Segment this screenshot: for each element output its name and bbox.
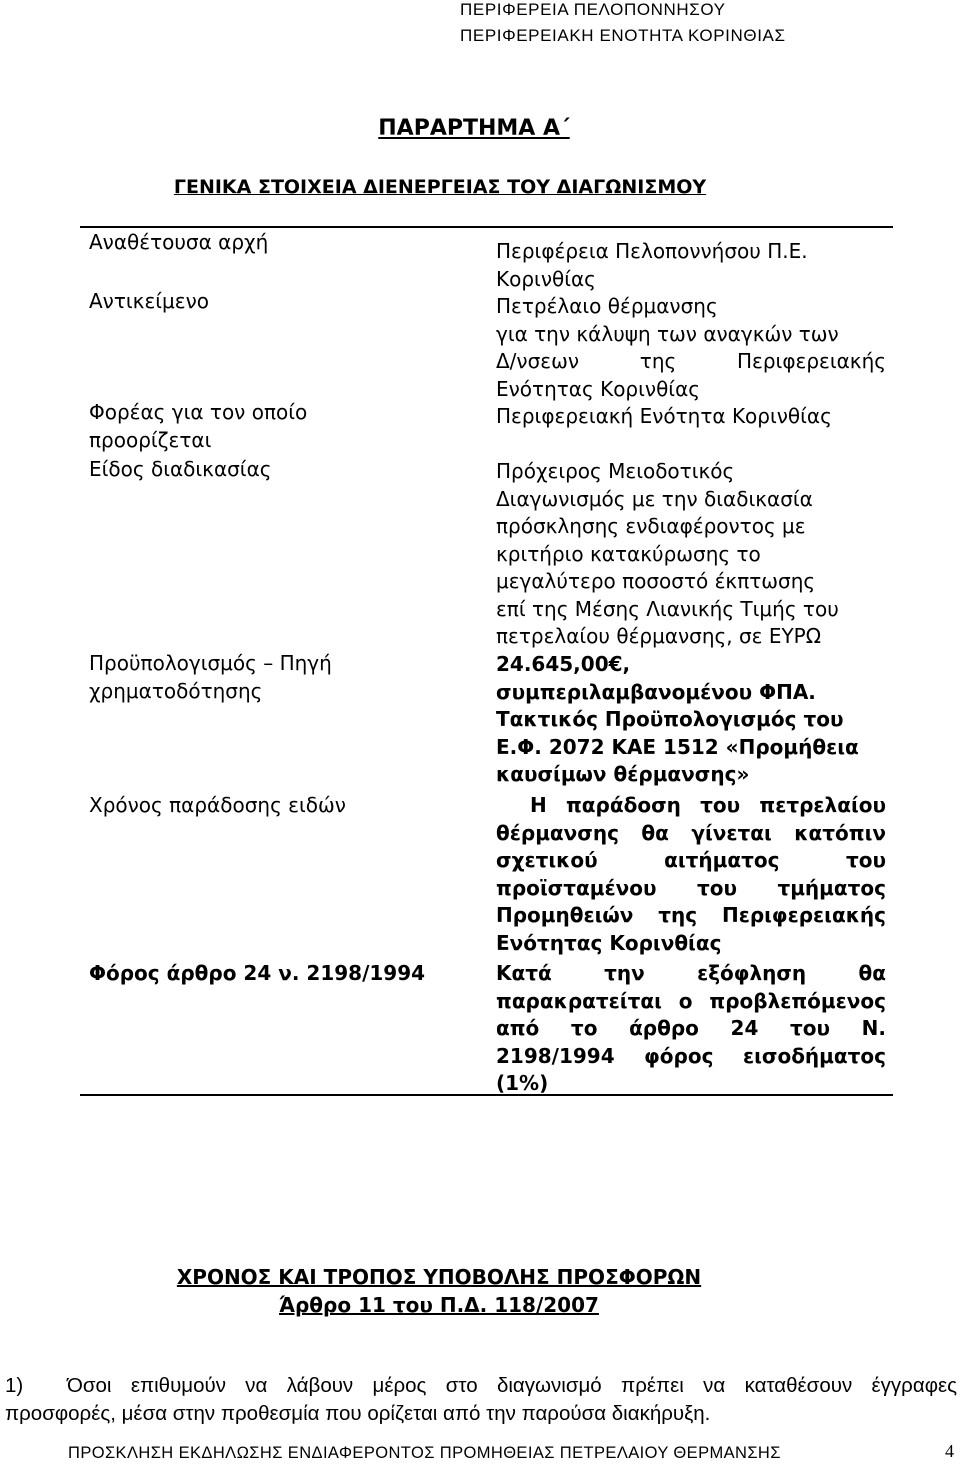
annex-title: ΠΑΡΑΡΤΗΜΑ Α΄ [378,116,570,141]
table-row-value: Πρόχειρος Μειοδοτικός Διαγωνισμός με την διαδικασία πρόσκλησης ενδιαφέροντος με κριτήριο κατακύρωσης το μεγαλύτερο ποσοστό έκπτωσης επί της Μέσης Λιανικής Τιμής του πετρελαίου θέρμανσης, σε ΕΥΡΩ [496,459,839,648]
table-row-value: Κατά την εξόφληση θα παρακρατείται ο προβλεπόμενος από το άρθρο 24 του Ν. 2198/1994 φόρος εισοδήματος (1%) [496,961,886,1095]
general-data-title: ΓΕΝΙΚΑ ΣΤΟΙΧΕΙΑ ΔΙΕΝΕΡΓΕΙΑΣ ΤΟΥ ΔΙΑΓΩΝΙΣΜΟΥ [173,176,707,198]
paragraph-line-1: Όσοι επιθυμούν να λάβουν μέρος στο διαγωνισμό πρέπει να καταθέσουν έγγραφες [67,1374,957,1397]
submission-section-subtitle: Άρθρο 11 του Π.Δ. 118/2007 [279,1293,599,1317]
submission-section-title: ΧΡΟΝΟΣ ΚΑΙ ΤΡΟΠΟΣ ΥΠΟΒΟΛΗΣ ΠΡΟΣΦΟΡΩΝ [176,1265,702,1289]
table-row-value: Πετρέλαιο θέρμανσης για την κάλυψη των αναγκών των Δ/νσεων της Περιφερειακής Ενότητας Κορινθίας [496,294,886,401]
table-row-label: Είδος διαδικασίας [89,457,272,481]
table-row-value: Περιφερειακή Ενότητα Κορινθίας [496,404,832,428]
paragraph-1 [5,1372,957,1428]
table-row-label: Φόρος άρθρο 24 ν. 2198/1994 [89,961,426,985]
table-row-label: Προϋπολογισμός – Πηγή χρηματοδότησης [89,651,332,703]
table-row-value: Η παράδοση του πετρελαίου θέρμανσης θα γίνεται κατόπιν σχετικού αιτήματος του προϊσταμένου του τμήματος Προμηθειών της Περιφερειακής Ενότητας Κορινθίας [496,793,886,955]
footer-title: ΠΡΟΣΚΛΗΣΗ ΕΚΔΗΛΩΣΗΣ ΕΝΔΙΑΦΕΡΟΝΤΟΣ ΠΡΟΜΗΘΕΙΑΣ ΠΕΤΡΕΛΑΙΟΥ ΘΕΡΜΑΝΣΗΣ [68,1444,781,1462]
paragraph-line-2: προσφορές, μέσα στην προθεσμία που ορίζεται από την παρούσα διακήρυξη. [5,1402,711,1425]
table-row-label: Αναθέτουσα αρχή [89,230,269,254]
paragraph-number: 1) [5,1374,24,1397]
table-row-value: 24.645,00€, συμπεριλαμβανομένου ΦΠΑ. Τακτικός Προϋπολογισμός του Ε.Φ. 2072 ΚΑΕ 1512 «Προμήθεια καυσίμων θέρμανσης» [496,652,859,786]
table-row-label: Αντικείμενο [89,289,209,313]
page-number: 4 [945,1441,954,1461]
table-row-value: Περιφέρεια Πελοποννήσου Π.Ε. Κορινθίας [496,239,808,291]
table-row-label: Χρόνος παράδοσης ειδών [89,793,346,817]
header-line-unit: ΠΕΡΙΦΕΡΕΙΑΚΗ ΕΝΟΤΗΤΑ ΚΟΡΙΝΘΙΑΣ [460,26,786,45]
table-row-label: Φορέας για τον οποίο προορίζεται [89,400,308,452]
header-line-region: ΠΕΡΙΦΕΡΕΙΑ ΠΕΛΟΠΟΝΝΗΣΟΥ [460,0,726,19]
